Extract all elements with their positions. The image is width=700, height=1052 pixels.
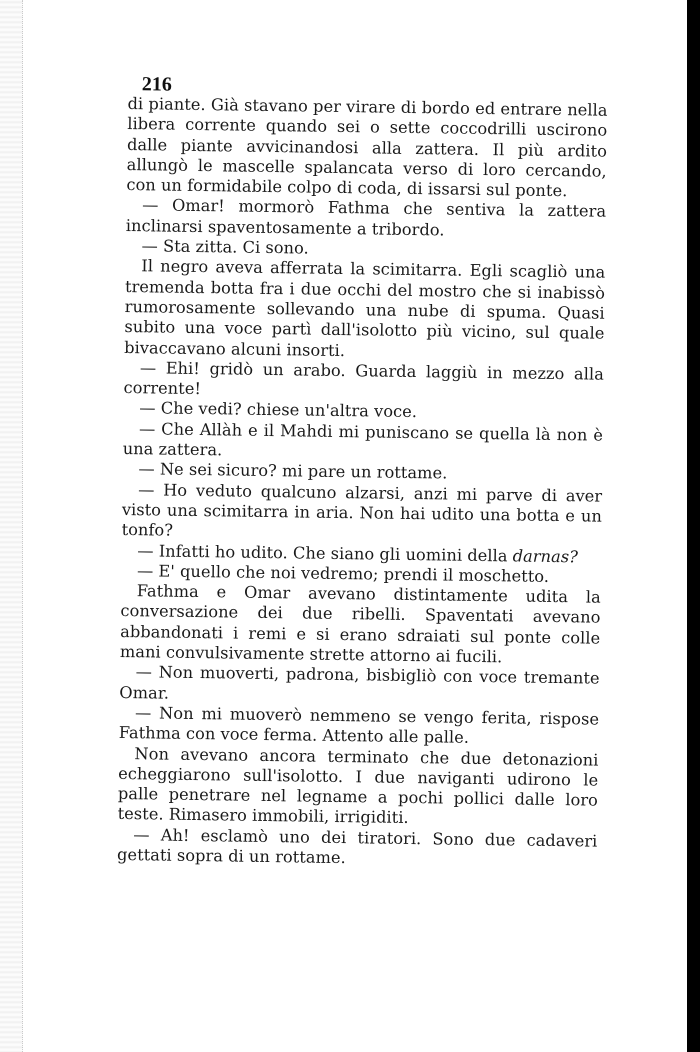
paragraph: — Non muoverti, padrona, bisbigliò con voce tremante Omar. (119, 662, 600, 703)
paragraph: — Ne sei sicuro? mi pare un rottame. (138, 459, 448, 483)
paragraph: Il negro aveva afferrata la scimitarra. Egli scagliò una tremenda botta fra i due occhi del mostro che si inabissò rumorosamente sollevando una nube di spuma. Quasi subito una voce partì dall'isolotto più vicino, sul quale bivaccavano alcuni insorti. (124, 256, 606, 360)
paragraph: — Omar! mormorò Fathma che sentiva la zattera inclinarsi spaventosamente a tribordo. (125, 195, 607, 240)
italic-word: darnas? (512, 545, 579, 566)
paragraph-text: — Infatti ho udito. Che siano gli uomini della (137, 540, 513, 565)
paragraph: — Ehi! gridò un arabo. Guarda laggiù in mezzo alla corrente! (123, 358, 604, 399)
scan-left-edge (0, 0, 23, 1052)
paragraph: — Sta zitta. Ci sono. (141, 236, 309, 258)
paragraph: — Ah! esclamò uno dei tiratori. Sono due cadaveri gettati sopra di un rottame. (116, 824, 598, 868)
book-page (117, 74, 608, 872)
paragraph: Non avevano ancora terminato che due detonazioni echeggiarono sull'isolotto. I due naviganti udirono le palle penetrare nel legname a pochi pollici dalle loro teste. Rimasero immobili, irrigiditi. (117, 743, 599, 828)
paragraph: — E' quello che noi vedremo; prendi il moschetto. (136, 561, 550, 586)
paragraph: — Che vedi? chiese un'altra voce. (139, 398, 418, 422)
paragraph: — Che Allàh e il Mahdi mi puniscano se quella là non è una zattera. (122, 418, 604, 460)
paragraph: di piante. Già stavano per virare di bordo ed entrare nella libera corrente quando sei o sette coccodrilli uscirono dalle piante avvicinandosi alla zattera. Il più ardito allungò le mascelle spalancata verso di loro cercando, con un formidabile colpo di coda, di issarsi sul ponte. (126, 93, 608, 201)
page-number: 216 (141, 73, 173, 96)
paragraph: — Non mi muoverò nemmeno se vengo ferita, rispose Fathma con voce ferma. Attento alle palle. (118, 703, 600, 748)
page-body (117, 94, 608, 872)
paragraph: — Ho veduto qualcuno alzarsi, anzi mi parve di aver visto una scimitarra in aria. Non hai udito una botta e un tonfo? (121, 479, 603, 540)
scan-right-border (687, 0, 700, 1052)
paragraph: Fathma e Omar avevano distintamente udita la conversazione dei due ribelli. Spaventati avevano abbandonati i remi e si erano sdraiati sul ponte colle mani convulsivamente strette attorno ai fucili. (119, 581, 601, 667)
